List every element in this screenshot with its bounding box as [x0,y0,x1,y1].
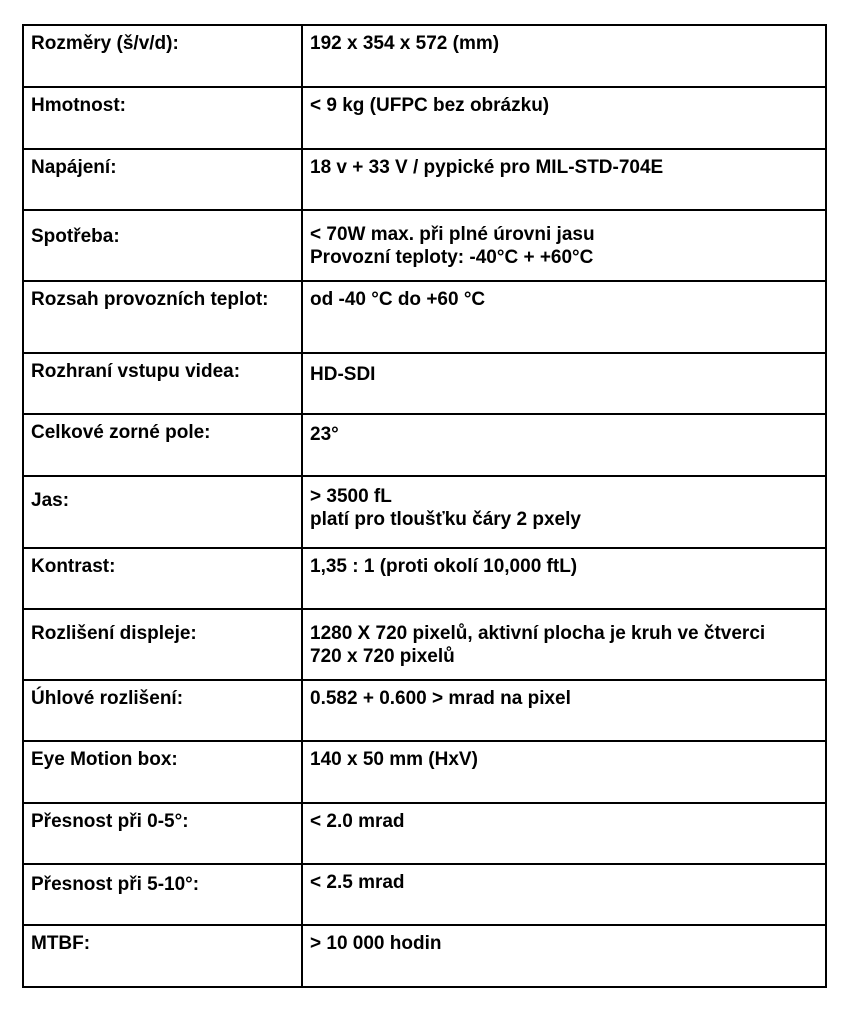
spec-value [302,476,826,548]
spec-row [23,149,826,210]
spec-table [22,24,827,988]
spec-value [302,741,826,803]
spec-row [23,414,826,476]
spec-label: Rozsah provozních teplot: [23,281,302,353]
spec-value-line: Provozní teploty: -40°C + +60°C [310,247,594,268]
spec-label: Úhlové rozlišení: [23,680,302,741]
spec-value-line: < 70W max. při plné úrovni jasu [310,224,595,245]
spec-row [23,548,826,609]
spec-label: Rozhraní vstupu videa: [23,353,302,414]
spec-value-line: 192 x 354 x 572 (mm) [310,33,500,54]
spec-value-line: < 9 kg (UFPC bez obrázku) [310,95,550,116]
spec-row [23,609,826,680]
spec-label: Eye Motion box: [23,741,302,803]
spec-value [302,149,826,210]
spec-value [302,864,826,925]
spec-row [23,476,826,548]
spec-row [23,353,826,414]
spec-value [302,87,826,149]
spec-value-line: 1,35 : 1 (proti okolí 10,000 ftL) [310,556,578,577]
spec-row [23,87,826,149]
spec-value-line: 1280 X 720 pixelů, aktivní plocha je kruh ve čtverci [310,623,766,644]
spec-row [23,281,826,353]
spec-value-line: HD-SDI [310,364,376,385]
spec-value-line: od -40 °C do +60 °C [310,289,486,310]
spec-row [23,741,826,803]
spec-value-line: < 2.0 mrad [310,811,405,832]
spec-value-line: 0.582 + 0.600 > mrad na pixel [310,688,571,709]
spec-label: Přesnost při 0-5°: [23,803,302,864]
spec-value-line: > 3500 fL [310,486,392,507]
spec-value [302,548,826,609]
spec-label: Spotřeba: [23,210,302,281]
spec-row [23,210,826,281]
spec-row [23,680,826,741]
spec-value-line: 720 x 720 pixelů [310,646,455,667]
spec-label: Rozlišení displeje: [23,609,302,680]
spec-label: Jas: [23,476,302,548]
spec-row [23,864,826,925]
spec-label: Hmotnost: [23,87,302,149]
spec-value-line: 140 x 50 mm (HxV) [310,749,478,770]
spec-value [302,925,826,987]
spec-value [302,25,826,87]
spec-label: Celkové zorné pole: [23,414,302,476]
spec-table-body [23,25,826,987]
spec-row [23,25,826,87]
spec-value-line: platí pro tloušťku čáry 2 pxely [310,509,581,530]
spec-row [23,803,826,864]
spec-value-line: > 10 000 hodin [310,933,442,954]
spec-value [302,803,826,864]
spec-value-line: < 2.5 mrad [310,872,405,893]
spec-value [302,353,826,414]
spec-value [302,414,826,476]
spec-label: Kontrast: [23,548,302,609]
spec-label: MTBF: [23,925,302,987]
spec-label: Rozměry (š/v/d): [23,25,302,87]
spec-label: Přesnost při 5-10°: [23,864,302,925]
spec-value [302,281,826,353]
spec-label: Napájení: [23,149,302,210]
spec-value [302,210,826,281]
spec-value-line: 23° [310,424,339,445]
spec-value [302,680,826,741]
spec-value [302,609,826,680]
spec-row [23,925,826,987]
spec-value-line: 18 v + 33 V / pypické pro MIL-STD-704E [310,157,664,178]
